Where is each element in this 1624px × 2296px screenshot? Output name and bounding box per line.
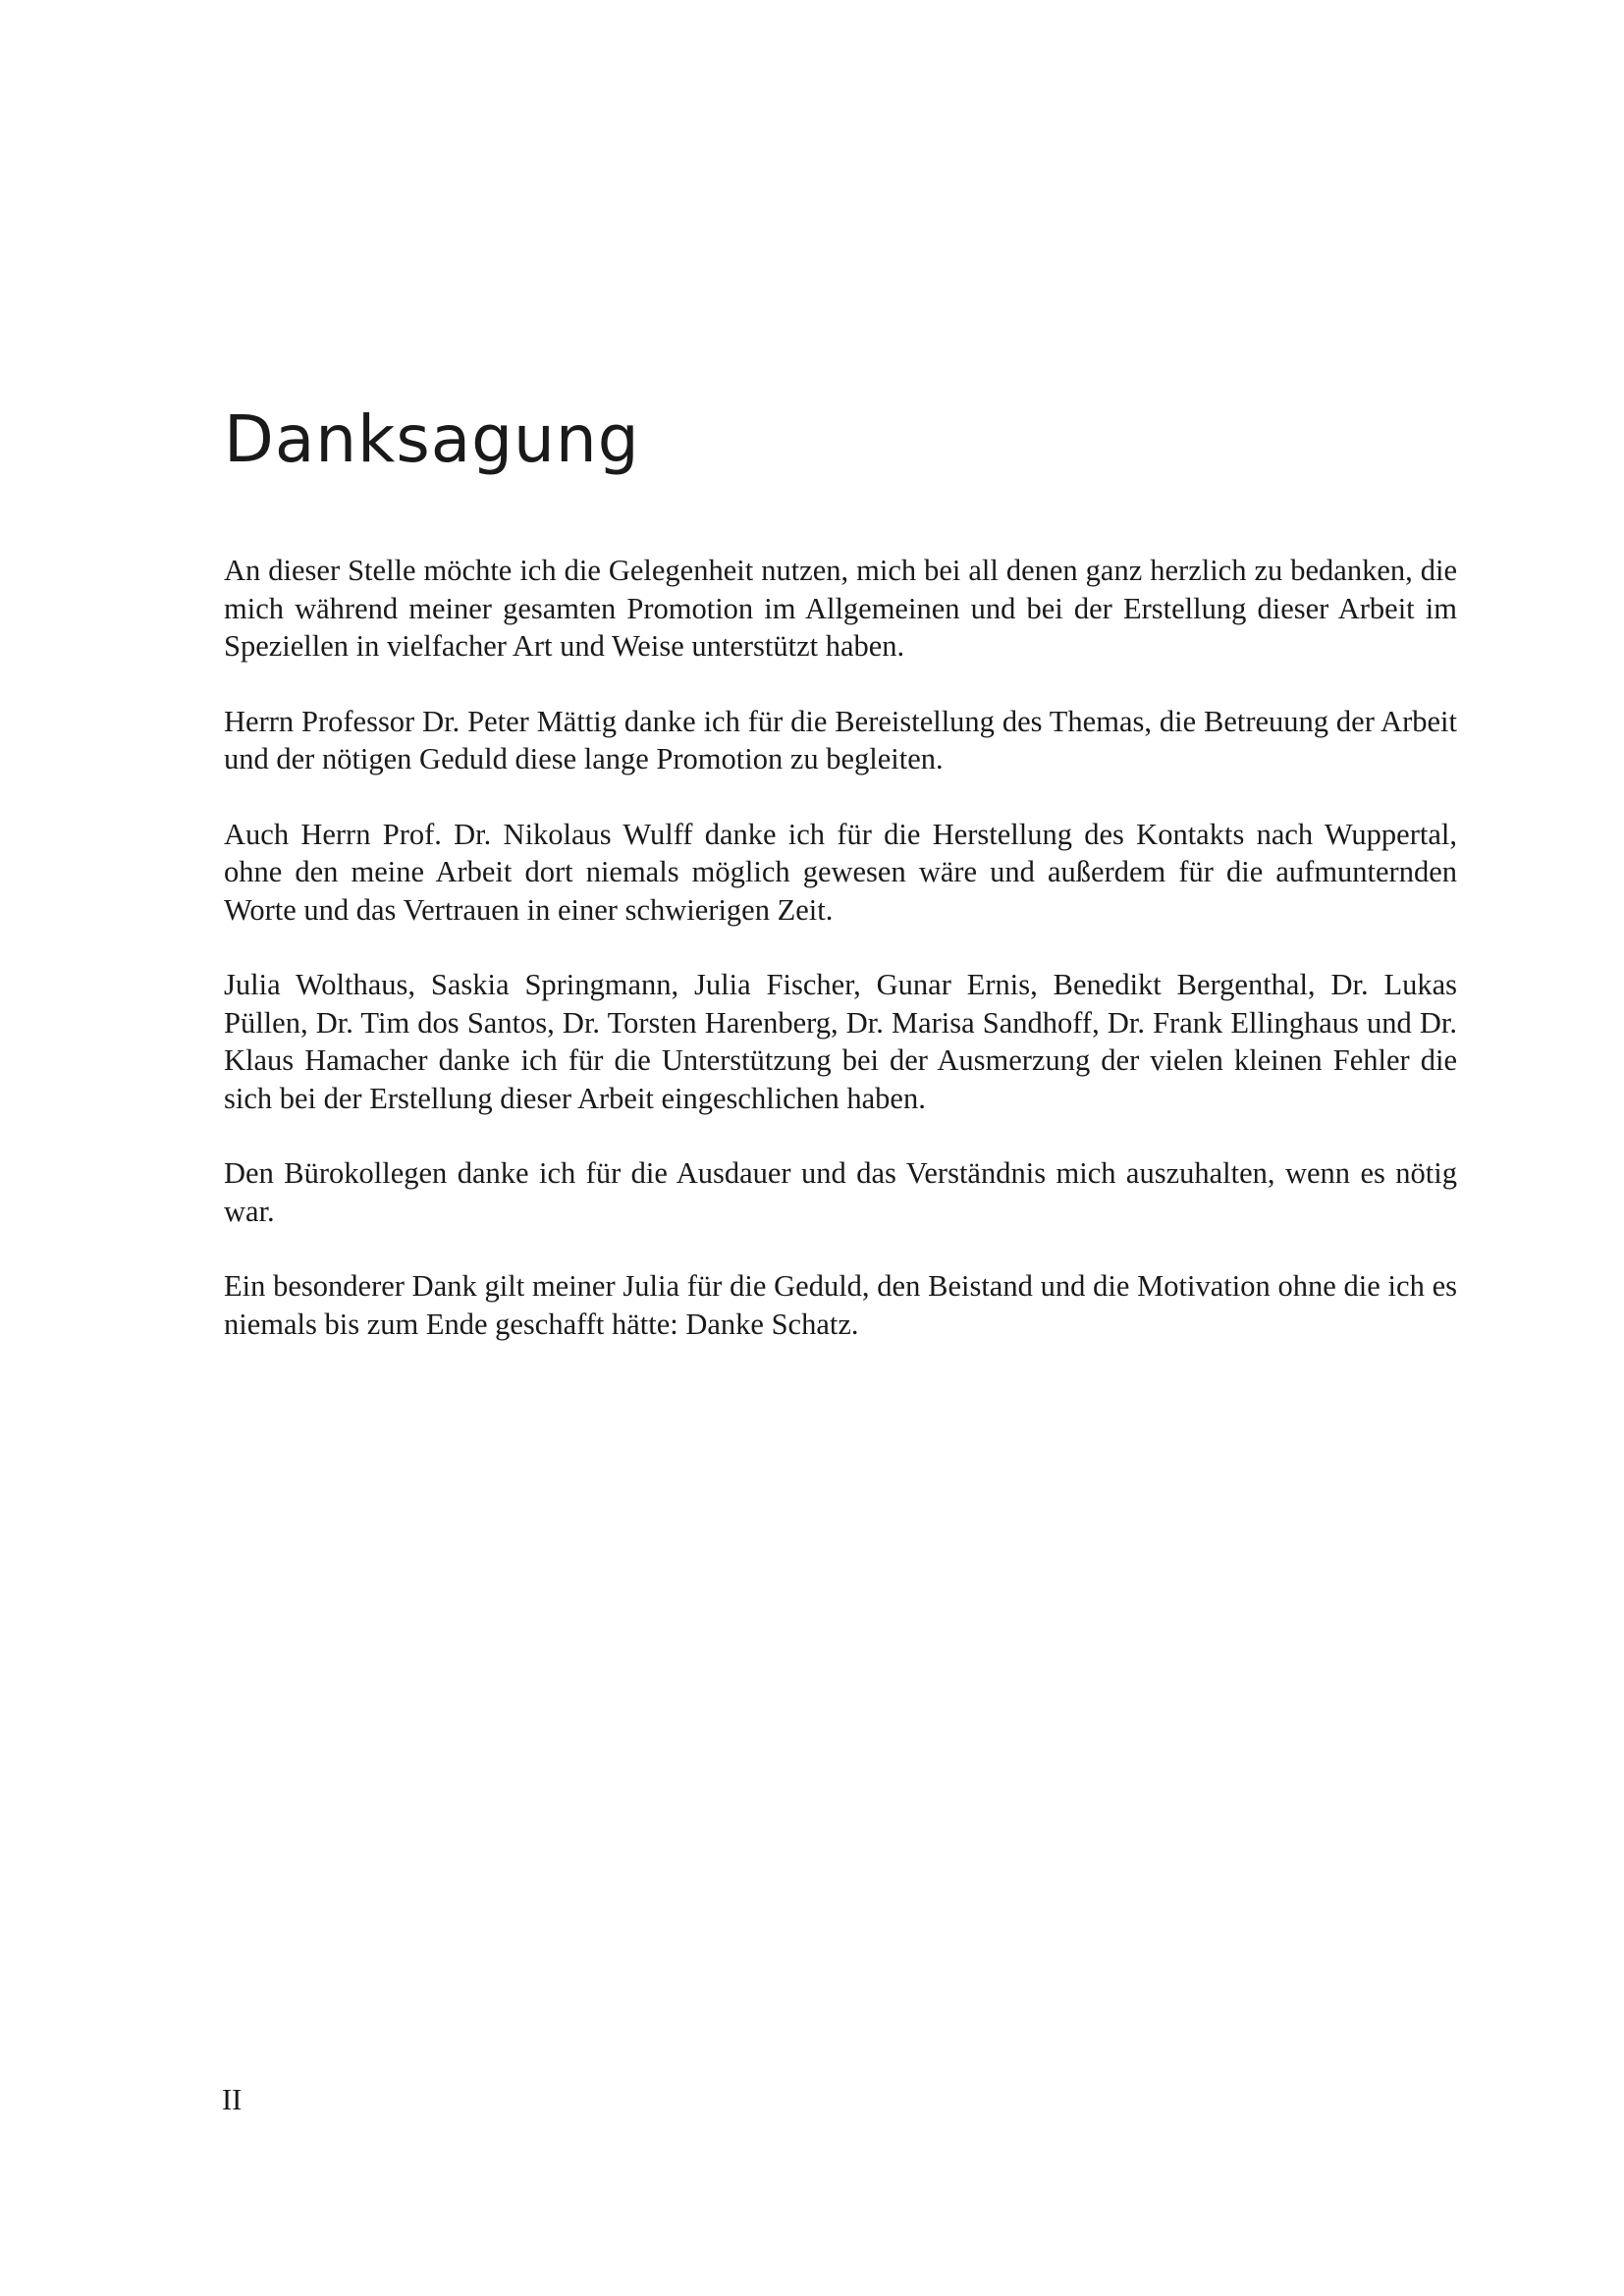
paragraph-partner: Ein besonderer Dank gilt meiner Julia für die Geduld, den Beistand und die Motivation ohne die ich es niemals bis zum Ende geschafft hätte: Danke Schatz. <box>224 1269 1457 1341</box>
paragraph-supervisor: Herrn Professor Dr. Peter Mättig danke ich für die Bereistellung des Themas, die Betreuung der Arbeit und der nötigen Geduld diese lange Promotion zu begleiten. <box>224 704 1457 775</box>
paragraph-proofreaders: Julia Wolthaus, Saskia Springmann, Julia Fischer, Gunar Ernis, Benedikt Bergenthal, Dr. Lukas Püllen, Dr. Tim dos Santos, Dr. Torsten Harenberg, Dr. Marisa Sandhoff, Dr. Frank Ellinghaus und Dr. Klaus Hamacher danke ich für die Unterstützung bei der Ausmerzung der vielen kleinen Fehler die sich bei der Erstellung dieser Arbeit eingeschlichen haben. <box>224 968 1457 1115</box>
paragraph-second-supervisor: Auch Herrn Prof. Dr. Nikolaus Wulff danke ich für die Herstellung des Kontakts nach Wuppertal, ohne den meine Arbeit dort niemals möglich gewesen wäre und außerdem für die aufmunternden Worte und das Vertrauen in einer schwierigen Zeit. <box>224 817 1457 927</box>
body-text <box>224 552 1457 1380</box>
chapter-title: Danksagung <box>224 401 640 477</box>
page-number: II <box>222 2083 243 2116</box>
paragraph-colleagues: Den Bürokollegen danke ich für die Ausdauer und das Verständnis mich auszuhalten, wenn es nötig war. <box>224 1156 1457 1228</box>
paragraph-intro: An dieser Stelle möchte ich die Gelegenheit nutzen, mich bei all denen ganz herzlich zu bedanken, die mich während meiner gesamten Promotion im Allgemeinen und bei der Erstellung dieser Arbeit im Speziellen in vielfacher Art und Weise unterstützt haben. <box>224 554 1457 663</box>
